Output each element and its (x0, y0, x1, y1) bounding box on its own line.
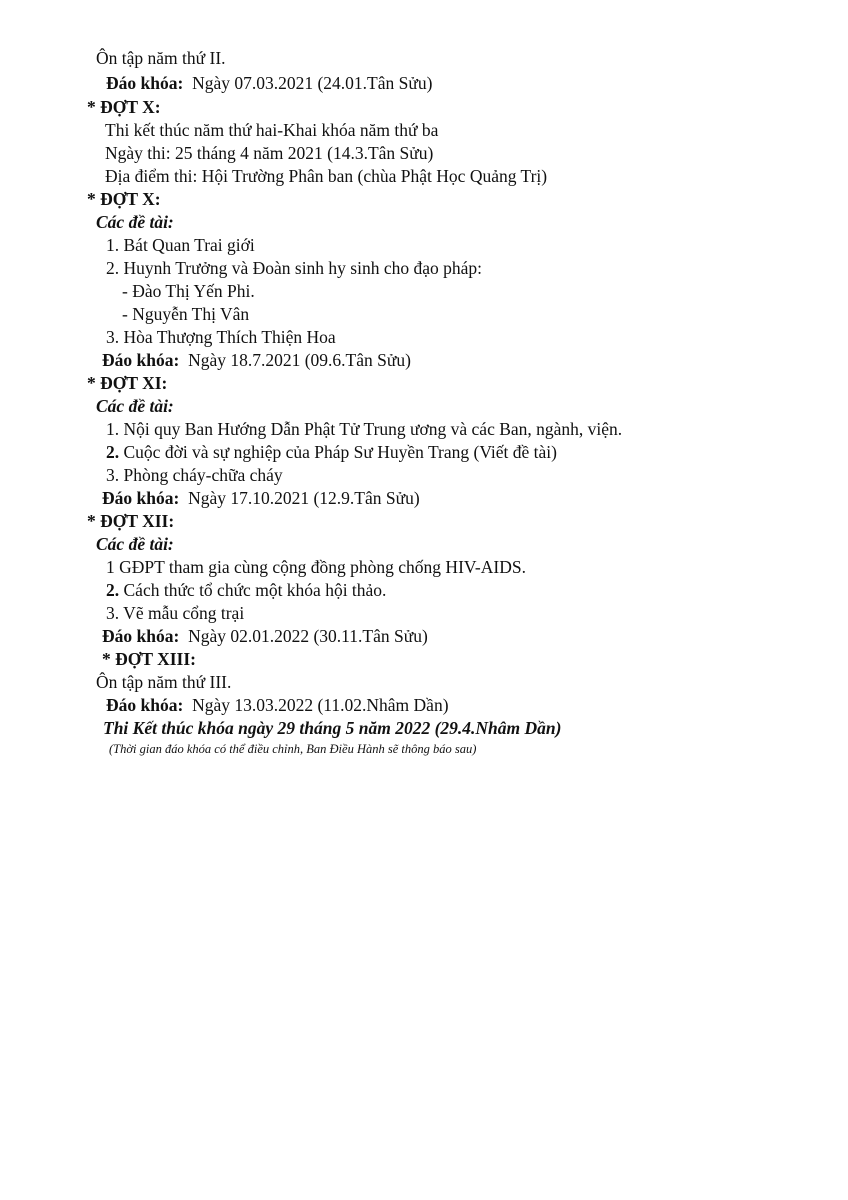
topic-item: 2. Huynh Trưởng và Đoàn sinh hy sinh cho đạo pháp: (106, 258, 483, 278)
topic-item: 3. Vẽ mẫu cổng trại (106, 603, 245, 623)
topic-item (106, 579, 386, 601)
dao-khoa-date: Ngày 07.03.2021 (24.01.Tân Sửu) (192, 73, 433, 93)
dao-khoa-date: Ngày 18.7.2021 (09.6.Tân Sửu) (188, 350, 411, 370)
section-heading-dot-x-2: * ĐỢT X: (87, 189, 161, 209)
dao-khoa-line (106, 72, 432, 94)
section-heading-dot-xiii: * ĐỢT XIII: (102, 649, 197, 669)
section-heading-dot-x: * ĐỢT X: (87, 97, 161, 117)
topic-text: Cuộc đời và sự nghiệp của Pháp Sư Huyền Trang (Viết đề tài) (123, 442, 558, 462)
dao-khoa-date: Ngày 17.10.2021 (12.9.Tân Sửu) (188, 488, 420, 508)
topics-heading: Các đề tài: (96, 212, 174, 232)
topic-number: 2. (106, 580, 120, 600)
dao-khoa-date: Ngày 02.01.2022 (30.11.Tân Sửu) (188, 626, 428, 646)
dao-khoa-label: Đáo khóa: (102, 488, 180, 508)
final-exam-line: Thi Kết thúc khóa ngày 29 tháng 5 năm 2022 (29.4.Nhâm Dần) (103, 718, 562, 738)
review-year-three: Ôn tập năm thứ III. (96, 672, 232, 692)
topic-item (106, 441, 557, 463)
section-heading-dot-xii: * ĐỢT XII: (87, 511, 175, 531)
topic-subitem: - Đào Thị Yến Phi. (122, 281, 255, 301)
topics-heading: Các đề tài: (96, 534, 174, 554)
exam-location: Địa điểm thi: Hội Trường Phân ban (chùa Phật Học Quảng Trị) (105, 166, 548, 186)
exam-title: Thi kết thúc năm thứ hai-Khai khóa năm thứ ba (105, 120, 439, 140)
topic-item: 3. Hòa Thượng Thích Thiện Hoa (106, 327, 336, 347)
schedule-note: (Thời gian đáo khóa có thể điều chỉnh, Ban Điều Hành sẽ thông báo sau) (109, 742, 477, 756)
topic-number: 2. (106, 442, 120, 462)
dao-khoa-line (102, 349, 411, 371)
dao-khoa-date: Ngày 13.03.2022 (11.02.Nhâm Dần) (192, 695, 449, 715)
topics-heading: Các đề tài: (96, 396, 174, 416)
topic-item: 1. Bát Quan Trai giới (106, 235, 255, 255)
topic-item: 1 GĐPT tham gia cùng cộng đồng phòng chống HIV-AIDS. (106, 557, 526, 577)
dao-khoa-line (102, 487, 420, 509)
topic-subitem: - Nguyễn Thị Vân (122, 304, 250, 324)
review-year-two: Ôn tập năm thứ II. (96, 48, 226, 68)
topic-item: 1. Nội quy Ban Hướng Dẫn Phật Tử Trung ương và các Ban, ngành, viện. (106, 419, 623, 439)
section-heading-dot-xi: * ĐỢT XI: (87, 373, 168, 393)
dao-khoa-label: Đáo khóa: (106, 73, 184, 93)
exam-date: Ngày thi: 25 tháng 4 năm 2021 (14.3.Tân Sửu) (105, 143, 434, 163)
dao-khoa-label: Đáo khóa: (106, 695, 184, 715)
topic-text: Cách thức tổ chức một khóa hội thảo. (123, 580, 387, 600)
topic-item: 3. Phòng cháy-chữa cháy (106, 465, 283, 485)
dao-khoa-label: Đáo khóa: (102, 350, 180, 370)
dao-khoa-label: Đáo khóa: (102, 626, 180, 646)
dao-khoa-line (106, 694, 449, 716)
dao-khoa-line (102, 625, 428, 647)
